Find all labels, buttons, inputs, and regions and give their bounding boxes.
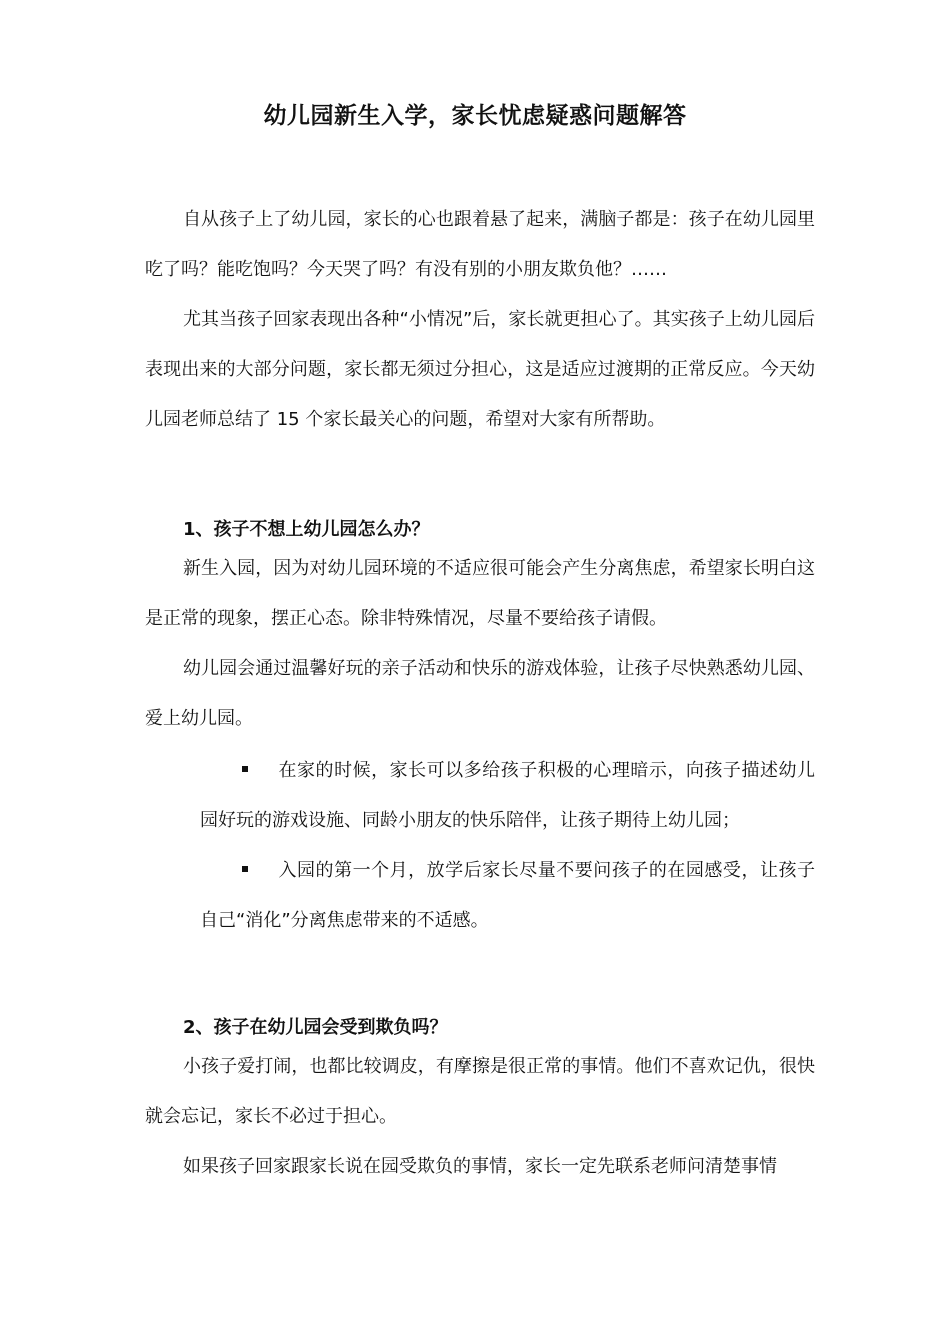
section-1-paragraph-1: 新生入园，因为对幼儿园环境的不适应很可能会产生分离焦虑，希望家长明白这是正常的现象，摆正心态。除非特殊情况，尽量不要给孩子请假。 bbox=[145, 558, 815, 629]
section-1-bullet-1 bbox=[200, 746, 815, 846]
section-1-heading: 1、孩子不想上幼儿园怎么办？ bbox=[183, 519, 430, 540]
bullet-marker-icon bbox=[242, 766, 248, 772]
intro-paragraph-1: 自从孩子上了幼儿园，家长的心也跟着悬了起来，满脑子都是：孩子在幼儿园里吃了吗？能吃饱吗？今天哭了吗？有没有别的小朋友欺负他？…… bbox=[145, 209, 815, 280]
intro-paragraph-2: 尤其当孩子回家表现出各种“小情况”后，家长就更担心了。其实孩子上幼儿园后表现出来的大部分问题，家长都无须过分担心，这是适应过渡期的正常反应。今天幼儿园老师总结了 15 个家长最关心的问题，希望对大家有所帮助。 bbox=[145, 309, 815, 430]
page-title: 幼儿园新生入学，家长忧虑疑惑问题解答 bbox=[263, 103, 687, 129]
bullet-text: 在家的时候，家长可以多给孩子积极的心理暗示，向孩子描述幼儿园好玩的游戏设施、同龄小朋友的快乐陪伴，让孩子期待上幼儿园； bbox=[200, 760, 815, 831]
bullet-text: 入园的第一个月，放学后家长尽量不要问孩子的在园感受，让孩子自己“消化”分离焦虑带来的不适感。 bbox=[200, 860, 815, 931]
section-1-paragraph-2: 幼儿园会通过温馨好玩的亲子活动和快乐的游戏体验，让孩子尽快熟悉幼儿园、爱上幼儿园。 bbox=[145, 658, 815, 729]
section-2-heading: 2、孩子在幼儿园会受到欺负吗？ bbox=[183, 1017, 448, 1038]
bullet-marker-icon bbox=[242, 866, 248, 872]
section-2-paragraph-2: 如果孩子回家跟家长说在园受欺负的事情，家长一定先联系老师问清楚事情 bbox=[183, 1156, 777, 1177]
section-2-paragraph-1: 小孩子爱打闹，也都比较调皮，有摩擦是很正常的事情。他们不喜欢记仇，很快就会忘记，家长不必过于担心。 bbox=[145, 1056, 815, 1127]
section-1-bullet-2 bbox=[200, 846, 815, 946]
